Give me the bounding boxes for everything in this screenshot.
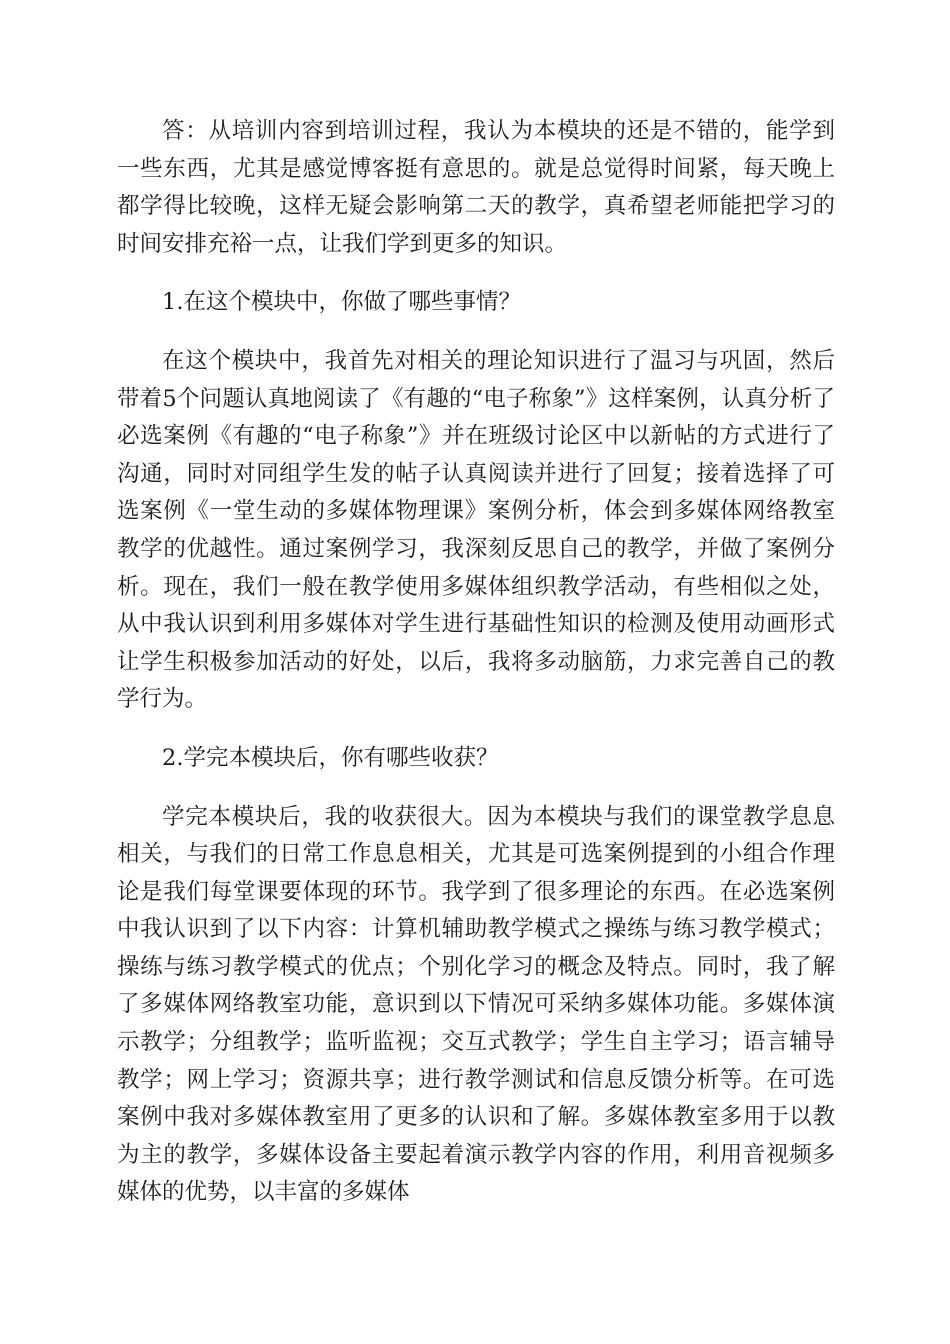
question-1-heading: 1.在这个模块中，你做了哪些事情？ (162, 289, 521, 316)
answer-2-paragraph: 学完本模块后，我的收获很大。因为本模块与我们的课堂教学息息相关，与我们的日常工作息息相关，尤其是可选案例提到的小组合作理论是我们每堂课要体现的环节。我学到了很多理论的东西。在必选案例中我认识到了以下内容：计算机辅助教学模式之操练与练习教学模式；操练与练习教学模式的优点；个别化学习的概念及特点。同时，我了解了多媒体网络教室功能，意识到以下情况可采纳多媒体功能。多媒体演示教学；分组教学；监听监视；交互式教学；学生自主学习；语言辅导教学；网上学习；资源共享；进行教学测试和信息反馈分析等。在可选案例中我对多媒体教室用了更多的认识和了解。多媒体教室多用于以教为主的教学，多媒体设备主要起着演示教学内容的作用，利用音视频多媒体的优势，以丰富的多媒体 (117, 803, 835, 1206)
question-2-heading: 2.学完本模块后，你有哪些收获？ (162, 744, 499, 771)
answer-1-paragraph: 在这个模块中，我首先对相关的理论知识进行了温习与巩固，然后带着5个问题认真地阅读了《有趣的“电子称象”》这样案例，认真分析了必选案例《有趣的“电子称象”》并在班级讨论区中以新帖的方式进行了沟通，同时对同组学生发的帖子认真阅读并进行了回复；接着选择了可选案例《一堂生动的多媒体物理课》案例分析，体会到多媒体网络教室教学的优越性。通过案例学习，我深刻反思自己的教学，并做了案例分析。现在，我们一般在教学使用多媒体组织教学活动，有些相似之处，从中我认识到利用多媒体对学生进行基础性知识的检测及使用动画形式让学生积极参加活动的好处，以后，我将多动脑筋，力求完善自己的教学行为。 (117, 347, 835, 713)
answer-paragraph: 答：从培训内容到培训过程，我认为本模块的还是不错的，能学到一些东西，尤其是感觉博客挺有意思的。就是总觉得时间紧，每天晚上都学得比较晚，这样无疑会影响第二天的教学，真希望老师能把学习的时间安排充裕一点，让我们学到更多的知识。 (117, 118, 835, 257)
document-body (117, 113, 835, 1233)
